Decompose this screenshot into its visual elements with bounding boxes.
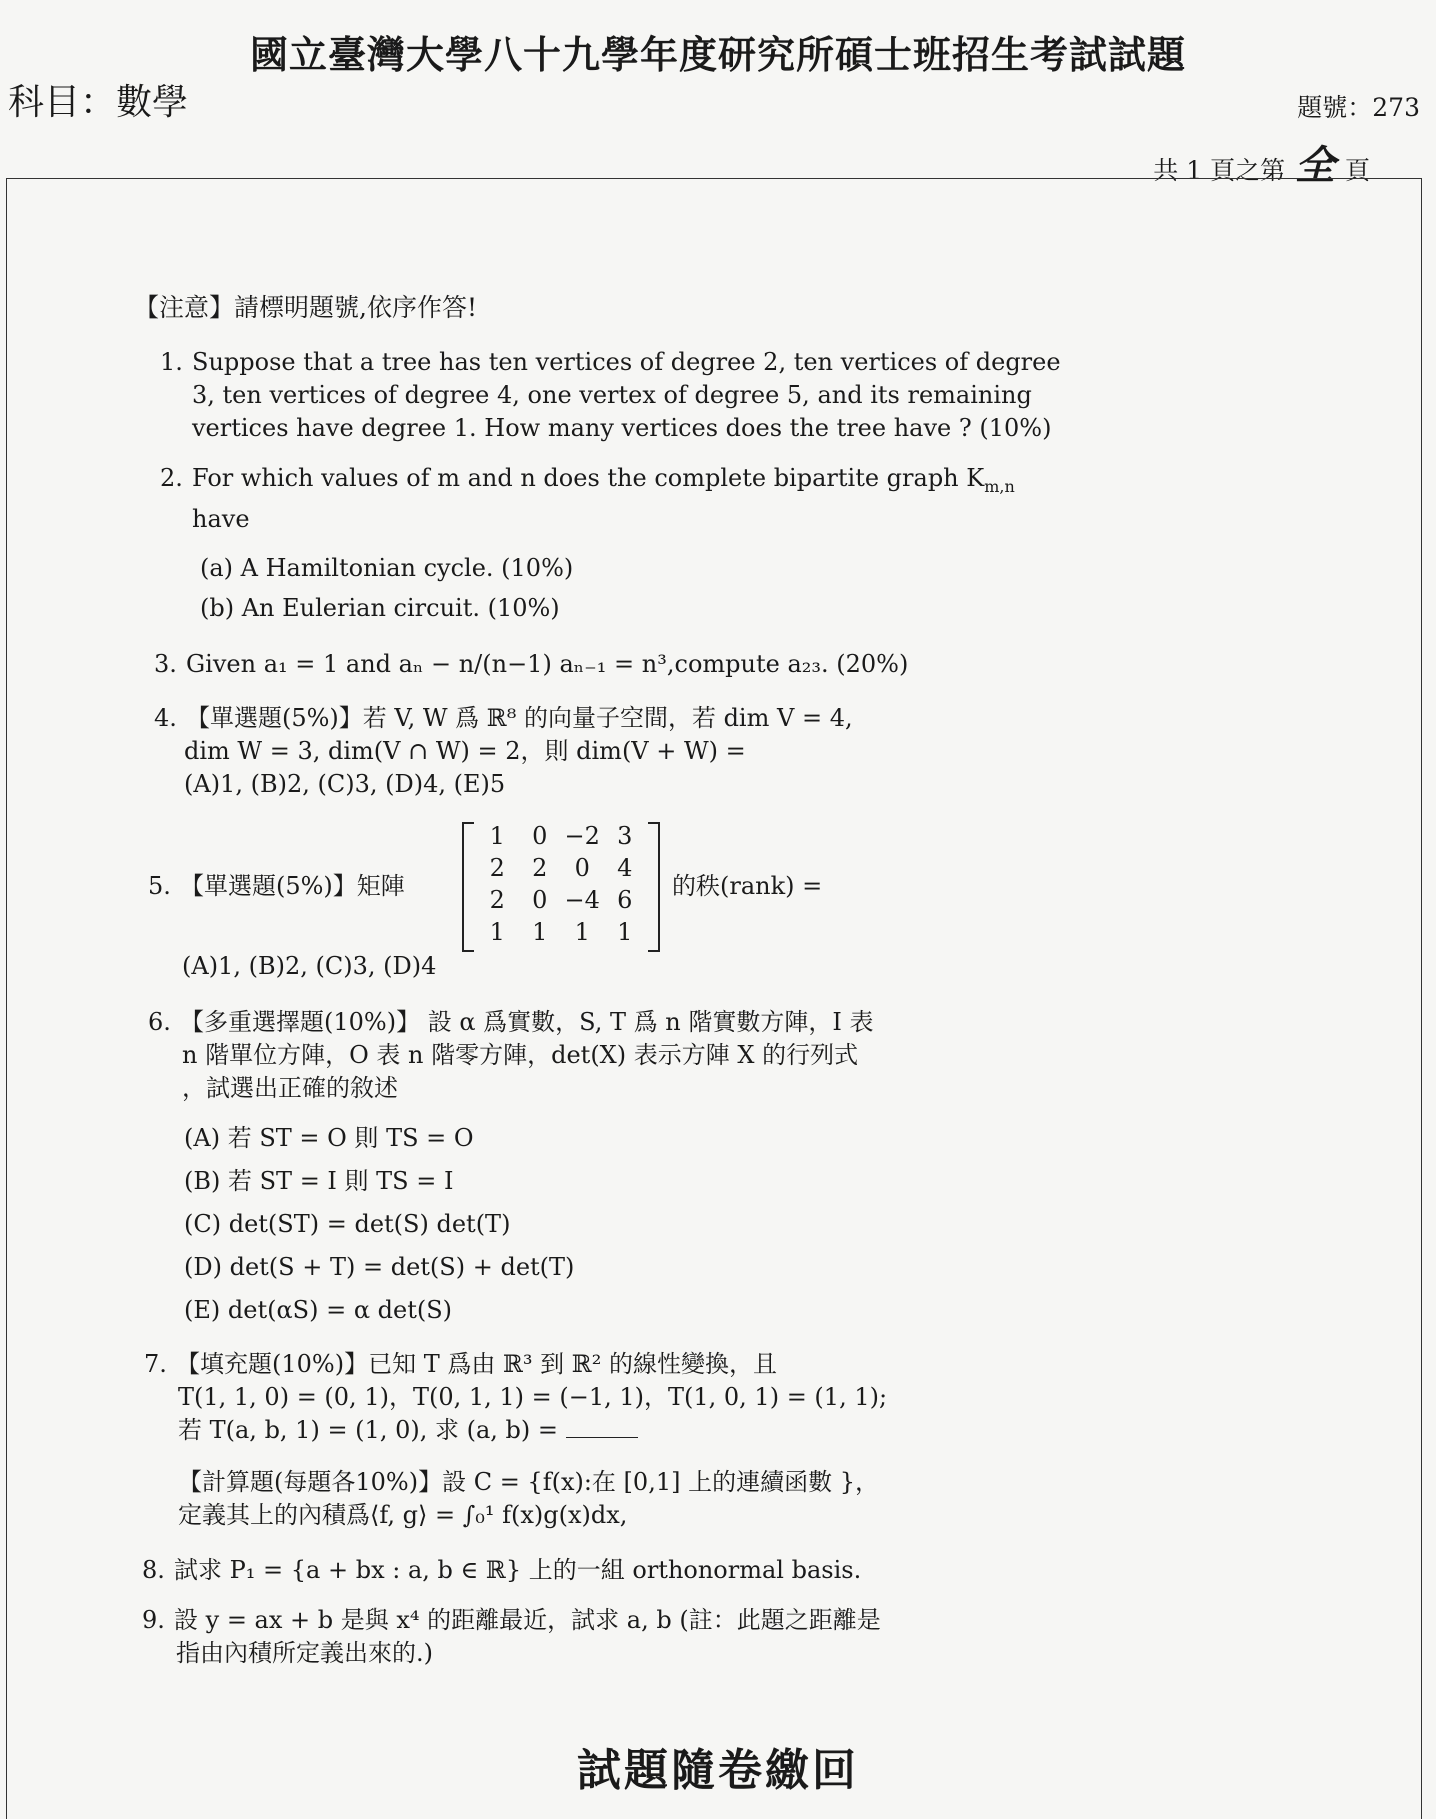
q5-suffix: 的秩(rank) = [672, 872, 823, 900]
matrix-cell: 2 [489, 854, 505, 882]
q6-line-1: 【多重選擇題(10%)】 設 α 爲實數，S, T 爲 n 階實數方陣，I 表 [180, 1008, 874, 1036]
matrix-cell: 2 [532, 854, 548, 882]
matrix-cell: 6 [617, 886, 633, 914]
q6-option-b: (B) 若 ST = I 則 TS = I [184, 1167, 454, 1195]
exam-title: 國立臺灣大學八十九學年度研究所碩士班招生考試試題 [249, 32, 1186, 77]
q3-text: Given a₁ = 1 and aₙ − n/(n−1) aₙ₋₁ = n³,compute a₂₃. (20%) [186, 650, 909, 678]
q7-line-2: T(1, 1, 0) = (0, 1)，T(0, 1, 1) = (−1, 1)，T(1, 0, 1) = (1, 1); [178, 1383, 888, 1411]
q6-line-3: ，試選出正確的敘述 [182, 1074, 398, 1102]
q7-line-1: 【填充題(10%)】已知 T 爲由 ℝ³ 到 ℝ² 的線性變換，且 [176, 1350, 777, 1378]
question-5 [148, 870, 405, 903]
q7-number: 7. [144, 1350, 167, 1378]
calc-line-1: 【計算題(每題各10%)】設 C = {f(x):在 [0,1] 上的連續函數 }， [178, 1468, 879, 1496]
pages-big: 全 [1295, 142, 1336, 189]
q2-line-2: have [192, 504, 250, 533]
matrix-cell: 1 [532, 918, 548, 946]
q4-line-3: (A)1, (B)2, (C)3, (D)4, (E)5 [184, 770, 506, 798]
question-8 [142, 1554, 861, 1587]
matrix-row-3 [476, 886, 646, 914]
pages-suffix: 頁 [1344, 156, 1370, 185]
question-1 [160, 346, 1061, 445]
q4-line-2: dim W = 3, dim(V ∩ W) = 2，則 dim(V + W) = [184, 737, 746, 765]
q5-options: (A)1, (B)2, (C)3, (D)4 [182, 952, 437, 980]
question-7 [144, 1348, 887, 1447]
matrix-cell: −2 [564, 822, 600, 850]
q1-line-1: Suppose that a tree has ten vertices of degree 2, ten vertices of degree [192, 348, 1061, 376]
notice: 【注意】請標明題號,依序作答! [134, 293, 477, 322]
q6-option-e: (E) det(αS) = α det(S) [184, 1296, 453, 1324]
q3-number: 3. [154, 650, 177, 678]
matrix-row-4 [476, 918, 646, 946]
q1-line-3: vertices have degree 1. How many vertices does the tree have ? (10%) [192, 414, 1052, 442]
q8-number: 8. [142, 1556, 165, 1584]
matrix-cell: 1 [617, 918, 633, 946]
question-9 [142, 1604, 881, 1670]
footer-note: 試題隨卷繳回 [577, 1745, 859, 1796]
matrix-cell: 3 [617, 822, 633, 850]
q2-option-a: (a) A Hamiltonian cycle. (10%) [200, 554, 574, 582]
exam-code: 題號：273 [1297, 93, 1420, 122]
calc-line-2: 定義其上的內積爲⟨f, g⟩ = ∫₀¹ f(x)g(x)dx, [178, 1501, 628, 1529]
q6-number: 6. [148, 1008, 171, 1036]
rank-matrix [462, 822, 660, 952]
question-4 [154, 702, 853, 801]
pages-prefix: 共 1 頁之第 [1153, 156, 1286, 185]
matrix-cell: 1 [574, 918, 590, 946]
q9-line-1: 設 y = ax + b 是與 x⁴ 的距離最近，試求 a, b (註：此題之距離是 [174, 1606, 881, 1634]
q4-line-1: 【單選題(5%)】若 V, W 爲 ℝ⁸ 的向量子空間，若 dim V = 4, [186, 704, 853, 732]
q6-option-c: (C) det(ST) = det(S) det(T) [184, 1210, 511, 1238]
matrix-cell: 1 [489, 822, 505, 850]
q2-option-b: (b) An Eulerian circuit. (10%) [200, 594, 560, 622]
q9-number: 9. [142, 1606, 165, 1634]
q4-number: 4. [154, 704, 177, 732]
q9-line-2: 指由內積所定義出來的.) [176, 1639, 433, 1667]
matrix-cell: 0 [532, 886, 548, 914]
matrix-cell: 4 [617, 854, 633, 882]
matrix-cell: 0 [532, 822, 548, 850]
matrix-cell: 0 [574, 854, 590, 882]
q2-line-1: For which values of m and n does the complete bipartite graph K [192, 464, 985, 492]
matrix-row-2 [476, 854, 646, 882]
q8-text: 試求 P₁ = {a + bx : a, b ∈ ℝ} 上的一組 orthonormal basis. [174, 1556, 862, 1584]
matrix-cell: 2 [489, 886, 505, 914]
q5-prefix: 【單選題(5%)】矩陣 [180, 872, 405, 900]
q2-subscript: m,n [984, 476, 1015, 496]
answer-blank [566, 1437, 638, 1438]
q5-number: 5. [148, 872, 171, 900]
calc-intro [178, 1466, 879, 1532]
question-2 [160, 462, 1015, 536]
subject-label: 科目：數學 [8, 82, 189, 123]
q1-line-2: 3, ten vertices of degree 4, one vertex of degree 5, and its remaining [192, 381, 1032, 409]
q6-option-d: (D) det(S + T) = det(S) + det(T) [184, 1253, 575, 1281]
q7-line-3: 若 T(a, b, 1) = (1, 0), 求 (a, b) = [178, 1416, 558, 1444]
q1-number: 1. [160, 348, 183, 376]
question-3 [154, 648, 908, 681]
q6-option-a: (A) 若 ST = O 則 TS = O [184, 1124, 474, 1152]
question-6 [148, 1006, 873, 1105]
q2-number: 2. [160, 464, 183, 492]
q6-line-2: n 階單位方陣，O 表 n 階零方陣，det(X) 表示方陣 X 的行列式 [182, 1041, 859, 1069]
matrix-cell: −4 [564, 886, 600, 914]
matrix-cell: 1 [489, 918, 505, 946]
matrix-row-1 [476, 822, 646, 850]
